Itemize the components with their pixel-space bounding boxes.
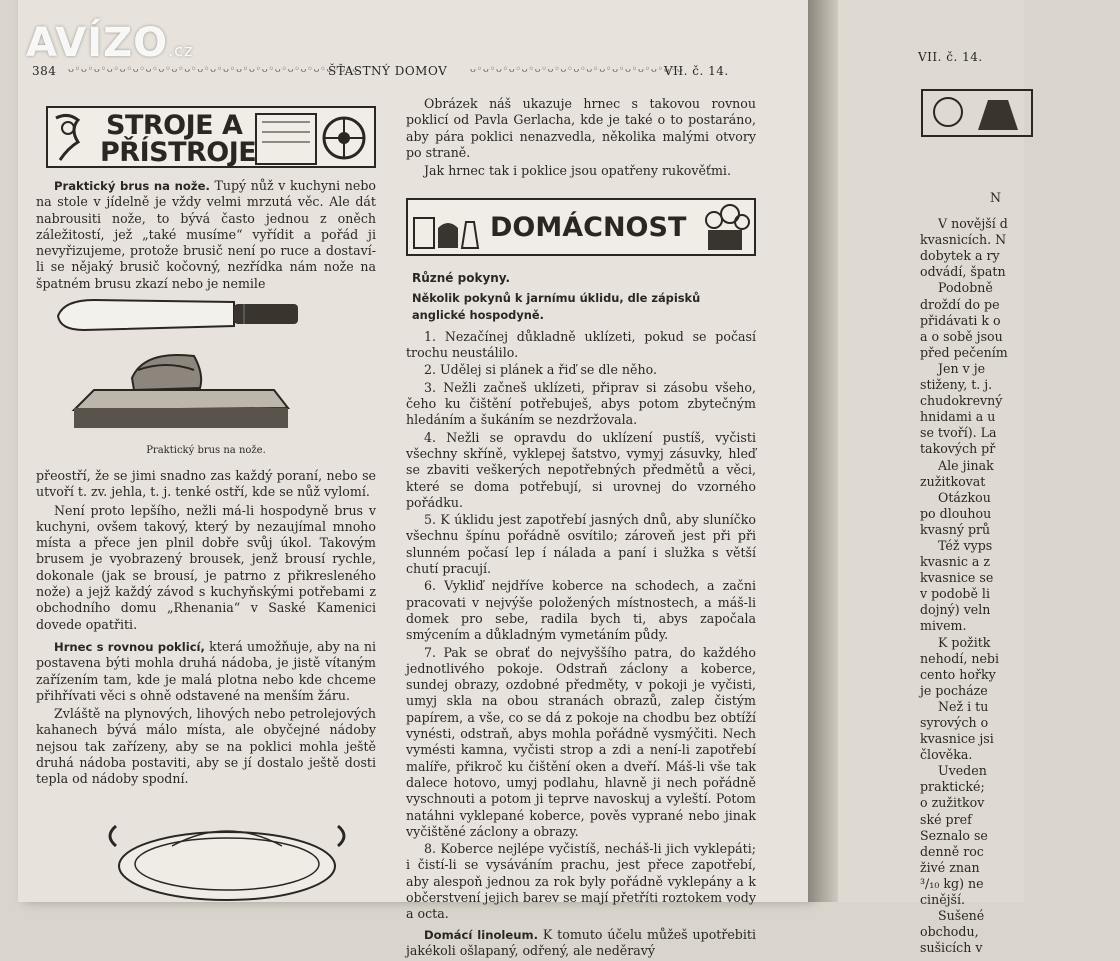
kitchen-illustration-icon — [918, 80, 1038, 140]
page-number: 384 — [32, 64, 57, 78]
knife-sharpener-illustration-icon — [54, 290, 304, 430]
list-item: 2. Udělej si plánek a řiď se dle něho. — [424, 362, 657, 378]
article-knife-sharpener-intro: Praktický brus na nože. Tupý nůž v kuchyni nebo na stole v jídelně je vždy velmi mrzutá věc. Ale dát nabrousiti nože, to bývá často jednou z oněch záležitostí, jež „také musíme“ vyřídit a pořád ji nevyřizujeme, protože brusič není po ruce a dostaví-li se nějaký brusič kočovný, nezřídka nám nože na špatném brusu zkazí nebo je nemile — [36, 178, 376, 291]
banner-title-line2: PŘÍSTROJE — [100, 137, 257, 168]
article-knife-sharpener-continued: přeostří, že se jimi snadno zas každý poraní, nebo se utvoří t. zv. jehla, t. j. tenké ostří, kde se nůž vylomí. Není proto lepšího, nežli má-li hospodyně brus v kuchyni, ovšem takový, který by nezaujímal mnoho místa a přece jen plnil dobře svůj úkol. Takovým brusem je vyobrazený brousek, jenž brousí rychle, dokonale (jak se brousí, je patrno z přikresleného nože) a jejž každý závod s kuchyňskými potřebami z obchodního domu „Rhenania“ v Saské Kamenici dovede opatřiti. Hrnec s rovnou poklicí, která umožňuje, aby na ni postavena býti mohla druhá nádoba, je jistě vítaným zařízením tam, kde je malá plotna nebo kde chceme přihřívati věci s ohně odstavené na menším žáru. Zvláště na plynových, lihových nebo petrolejových kahanech bývá málo místa, ale obyčejné nádoby nejsou tak zařízeny, aby se na poklici mohla ještě druhá nádoba postaviti, aby se jí dostalo ještě dosti tepla od nádoby spodní. — [36, 468, 376, 787]
list-item: 7. Pak se obrať do nejvyššího patra, do každého jednotlivého pokoje. Odstraň záclony a koberce, sundej obrazy, ozdobné předměty, v pokoji je vyčisti, umyj skla na obou stranách obrazů, zalep čistým papírem, a vše, co se dá z pokoje na chodbu bez obtíží vynésti, odstraň, abys mohla pořádně vysmýčiti. Nech vymésti kamna, vyčisti strop a zdi a není-li zapotřebí malíře, přikroč ku čištění oken a dveří. Máš-li vše tak dalece hotovo, umyj podlahu, hlavně ji nech pořádně vyschnouti a potom ji teprve navoskuj a vyleští. Potom natáhni vyklepané koberce, pověs vyprané nebo jinak vyčištěné záclony a obrazy. — [406, 644, 756, 839]
article-spring-cleaning: Různé pokyny. Několik pokynů k jarnímu úklidu, dle zápisků anglické hospodyně. 1. Nezačínej důkladně uklízeti, pokud se počasí trochu neustálilo. 2. Udělej si plánek a řiď se dle něho. 3. Nežli začneš uklízeti, připrav si zásobu všeho, čeho ku čištění potřebuješ, abys potom zbytečným hledáním a šukáním se nezdržovala. 4. Nežli se opravdu do uklízení pustíš, vyčisti všechny skříně, vyklepej šatstvo, vymyj zásuvky, hleď se zbaviti veškerých nepotřebných předmětů a věci, které se doma potřebují, si urovnej do vzorného pořádku. 5. K úklidu jest zapotřebí jasných dnů, aby sluníčko všechnu špínu pořádně osvítilo; zároveň jest při při slunném počasí lep í nálada a paní i služka s větší chutí pracují. 6. Vykliď nejdříve koberce na schodech, a začni pracovati v nejvýše položených místnostech, a máš-li domek pro sebe, radila bych ti, abys započala smýcením a důkladným vymetáním půdy. 7. Pak se obrať do nejvyššího patra, do každého jednotlivého pokoje. Odstraň záclony a koberce, sundej obrazy, ozdobné předměty, v pokoji je vyčisti, umyj skla na obou stranách obrazů, zalep čistým papírem, a vše, co se dá z pokoje na chodbu bez obtíží vynésti, odstraň, abys mohla pořádně vysmýčiti. Nech vymésti kamna, vyčisti strop a zdi a není-li zapotřebí malíře, přikroč ku čištění oken a dveří. Máš-li vše tak dalece hotovo, umyj podlahu, hlavně ji nech pořádně vyschnouti a potom ji teprve navoskuj a vyleští. Potom natáhni vyklepané koberce, pověs vyprané nebo jinak vyčištěné záclony a obrazy. 8. Koberce nejlépe vyčistíš, necháš-li jich vyklepáti; i čistí-li se vysáváním prachu, jest přece zapotřebí, aby alespoň jednou za rok byly pořádně vyklepány a k občerstvení jejich barev se mají přetříti roztokem vody a octa. Domácí linoleum. K tomuto účelu můžeš upotřebiti jakékoli ošlapaný, odřený, ale neděravý — [406, 271, 756, 958]
book-gutter — [808, 0, 838, 902]
lead-flat-lid-pot: Hrnec s rovnou poklicí, — [54, 639, 205, 654]
list-item: 5. K úklidu jest zapotřebí jasných dnů, aby sluníčko všechnu špínu pořádně osvítilo; zároveň jest při při slunném počasí lep í nálada a paní i služka s větší chutí pracují. — [406, 512, 756, 577]
right-page-text: N V novější d kvasnicích. N dobytek a ry odvádí, špatn Podobně droždí do pe přidávati k o a o sobě jsou před pečením Jen v je stiženy, t. j. chudokrevný hnidami a u se tvoří). La takových př Ale jinak zužitkovat Otázkou po dlouhou kvasný prů Též vyps kvasnic a z kvasnice se v podobě li dojný) veln mivem. K požitk nehodí, nebi cento hořky je pocháze Než i tu syrových o kvasnice jsi člověka. Uveden praktické; o zužitkov ské pref Seznalo se denně roc živé znan ³/₁₀ kg) ne cinější. Sušené obchodu, sušicích v — [920, 190, 1008, 956]
list-item: 4. Nežli se opravdu do uklízení pustíš, vyčisti všechny skříně, vyklepej šatstvo, vymyj zásuvky, hleď se zbaviti veškerých nepotřebných předmětů a věci, které se doma potřebují, si urovnej do vzorného pořádku. — [406, 429, 756, 510]
header-ornament-right: ᴗ◦ᴗ◦ᴗ◦ᴗ◦ᴗ◦ᴗ◦ᴗ◦ᴗ◦ᴗ◦ᴗ◦ᴗ◦ᴗ◦ᴗ◦ᴗ◦ᴗ◦ᴗ◦ᴗ — [470, 64, 684, 75]
right-page-partial — [838, 0, 1024, 956]
lead-linoleum: Domácí linoleum. — [424, 927, 538, 942]
left-page — [18, 0, 808, 958]
watermark-logo: AVÍZO.cz — [26, 20, 194, 66]
list-item: 1. Nezačínej důkladně uklízeti, pokud se počasí trochu neustálilo. — [406, 328, 756, 361]
image-caption: Praktický brus na nože. — [146, 445, 266, 456]
section-banner-stroje — [46, 106, 376, 168]
header-ornament-left: ᴗ◦ᴗ◦ᴗ◦ᴗ◦ᴗ◦ᴗ◦ᴗ◦ᴗ◦ᴗ◦ᴗ◦ᴗ◦ᴗ◦ᴗ◦ᴗ◦ᴗ◦ᴗ◦ᴗ◦ᴗ◦ᴗ◦ᴗ◦ᴗ◦ᴗ◦ᴗ — [68, 64, 359, 75]
magazine-title: ŠŤASTNÝ DOMOV — [328, 64, 448, 78]
pot-lid-illustration-icon — [102, 806, 352, 902]
list-item: 8. Koberce nejlépe vyčistíš, necháš-li jich vyklepáti; i čistí-li se vysáváním prachu, jest přece zapotřebí, aby alespoň jednou za rok byly pořádně vyklepány a k občerstvení jejich barev se mají přetříti roztokem vody a octa. — [406, 841, 756, 922]
section-banner-domacnost — [406, 198, 756, 256]
banner-title-line1: STROJE A — [106, 110, 243, 141]
list-item: 6. Vykliď nejdříve koberce na schodech, a začni pracovati v nejvýše položených místnostech, a máš-li domek pro sebe, radila bych ti, abys započala smýcením a důkladným vymetáním půdy. — [406, 578, 756, 643]
subsection-heading: Několik pokynů k jarnímu úklidu, dle zápisků anglické hospodyně. — [412, 291, 701, 322]
article-flat-lid-pot-continued: Obrázek náš ukazuje hrnec s takovou rovnou poklicí od Pavla Gerlacha, kde je také o to postaráno, aby pára poklici nenazvedla, několika malými otvory po straně. Jak hrnec tak i poklice jsou opatřeny rukověťmi. — [406, 96, 756, 179]
section-heading: Různé pokyny. — [412, 271, 511, 285]
list-item: 3. Nežli začneš uklízeti, připrav si zásobu všeho, čeho ku čištění potřebuješ, abys potom zbytečným hledáním a šukáním se nezdržovala. — [406, 379, 756, 428]
lead-knife-sharpener: Praktický brus na nože. — [54, 179, 210, 193]
issue-number: VII. č. 14. — [664, 64, 729, 78]
right-page-header: VII. č. 14. — [918, 50, 983, 64]
cleaning-tips-list — [406, 329, 756, 923]
banner-title-domacnost: DOMÁCNOST — [490, 212, 687, 243]
